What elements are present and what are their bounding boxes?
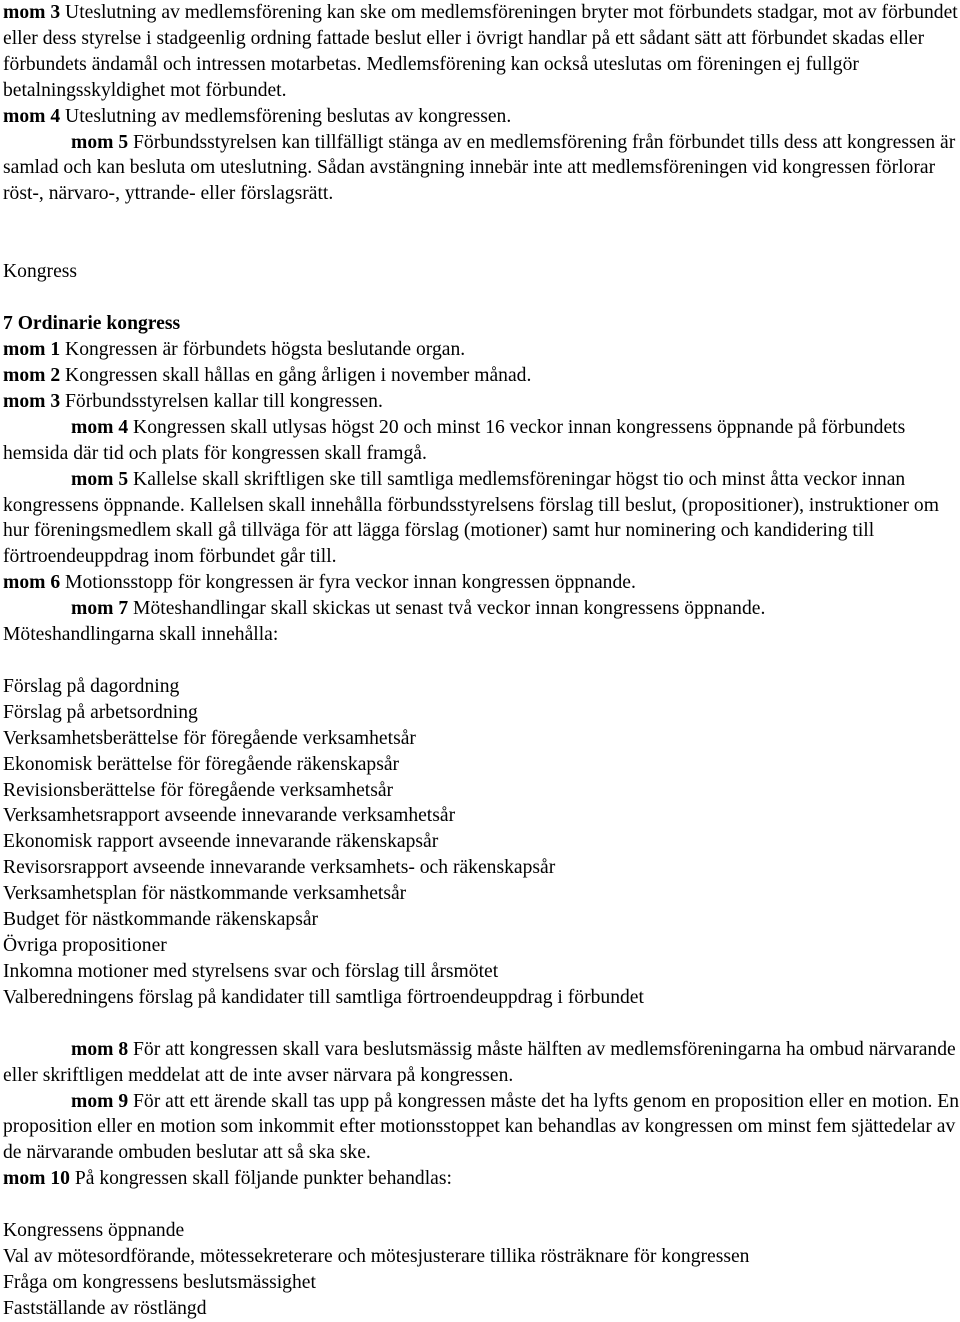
mom-label: mom 10 [3,1168,70,1190]
list-item: Verksamhetsberättelse för föregående verksamhetsår [3,727,416,749]
list-item: Revisorsrapport avseende innevarande verksamhets- och räkenskapsår [3,857,556,879]
mom-1-congress [3,337,960,363]
mom-10-agenda [3,1166,960,1192]
mom-6-congress [3,570,960,596]
mom-text: Motionsstopp för kongressen är fyra veckor innan kongressen öppnande. [60,572,636,594]
list-item: Verksamhetsrapport avseende innevarande verksamhetsår [3,805,456,827]
mom-label: mom 3 [3,390,61,412]
mom-3-exclusion [3,0,960,104]
list-item: Övriga propositioner [3,935,167,956]
mom-label: mom 6 [3,572,61,594]
list-item: Valberedningens förslag på kandidater till samtliga förtroendeuppdrag i förbundet [3,986,644,1008]
spacer [3,648,960,674]
mom-text: För att ett ärende skall tas upp på kongressen måste det ha lyfts genom en proposition eller en motion. En proposition eller en motion som inkommit efter motionsstoppet kan behandlas av kongressen om minst fem sjättedelar av de närvarande ombuden beslutar att så ska ske. [3,1090,960,1164]
mom-4-congress [3,415,960,467]
mom-3-congress [3,389,960,415]
mom-5-suspension [3,130,960,208]
mom-text: Kongressen skall hållas en gång årligen i november månad. [60,364,532,386]
list-item: Verksamhetsplan för nästkommande verksamhetsår [3,883,407,905]
list-item: Val av mötesordförande, mötessekreterare och mötesjusterare tillika rösträknare för kongressen [3,1246,750,1268]
documents-list [3,674,960,1011]
mom-text: Möteshandlingar skall skickas ut senast två veckor innan kongressens öppnande. [128,598,766,620]
spacer [3,1011,960,1037]
mom-text: Kongressen är förbundets högsta beslutande organ. [60,339,466,361]
mom-text: Uteslutning av medlemsförening kan ske om medlemsföreningen bryter mot förbundets stadgar, mot av förbundet eller dess styrelse i stadgeenlig ordning fattade beslut eller i övrigt handlar på ett sådant sätt att förbundet skadas eller förbundets ändamål och intressen motarbetas. Medlemsförening kan också uteslutas om föreningen ej fullgör betalningsskyldighet mot förbundet. [3,2,958,101]
list-item: Förslag på arbetsordning [3,701,198,723]
mom-text: Förbundsstyrelsen kallar till kongressen. [60,390,383,412]
list-item: Kongressens öppnande [3,1220,185,1242]
list-item: Budget för nästkommande räkenskapsår [3,909,319,931]
agenda-list [3,1218,960,1322]
mom-text: På kongressen skall följande punkter behandlas: [69,1168,452,1190]
list-item: Förslag på dagordning [3,675,180,697]
mom-7-congress [3,596,960,622]
mom-label: mom 9 [71,1090,129,1112]
mom-label: mom 3 [3,2,61,23]
list-item: Ekonomisk rapport avseende innevarande räkenskapsår [3,831,439,853]
mom-text: Kongressen skall utlysas högst 20 och minst 16 veckor innan kongressens öppnande på förbundets hemsida där tid och plats för kongressen skall framgå. [3,416,906,464]
spacer [3,285,960,311]
spacer [3,1192,960,1218]
mom-label: mom 8 [71,1038,129,1060]
list-item: Inkomna motioner med styrelsens svar och förslag till årsmötet [3,960,499,982]
mom-label: mom 4 [71,416,129,438]
mom-text: Kallelse skall skriftligen ske till samtliga medlemsföreningar högst tio och minst åtta veckor innan kongressens öppnande. Kallelsen skall innehålla förbundsstyrelsens förslag till beslut, (propositioner), instruktioner om hur föreningsmedlem skall gå tillväga för att lägga förslag (motioner) samt hur nominering och kandidering till förtroendeuppdrag inom förbundet går till. [3,468,939,568]
mom-text: Uteslutning av medlemsförening beslutas av kongressen. [60,105,512,127]
mom-4-exclusion [3,104,960,130]
section-heading: Kongress [3,261,78,283]
list-item: Fråga om kongressens beslutsmässighet [3,1271,316,1293]
documents-intro: Möteshandlingarna skall innehålla: [3,624,279,646]
mom-label: mom 4 [3,105,61,127]
mom-5-congress [3,467,960,571]
mom-text: För att kongressen skall vara beslutsmässig måste hälften av medlemsföreningarna ha ombud närvarande eller skriftligen meddelat att de inte avser närvara på kongressen. [3,1038,956,1086]
spacer [3,207,960,259]
mom-2-congress [3,363,960,389]
document-page [3,0,960,1322]
list-item: Fastställande av röstlängd [3,1297,207,1319]
mom-9-matters [3,1089,960,1167]
mom-label: mom 2 [3,364,61,386]
mom-label: mom 5 [71,131,129,153]
mom-label: mom 1 [3,339,61,361]
mom-label: mom 7 [71,598,129,620]
mom-label: mom 5 [71,468,129,490]
paragraph-heading: 7 Ordinarie kongress [3,313,181,335]
list-item: Revisionsberättelse för föregående verksamhetsår [3,779,394,801]
mom-8-quorum [3,1037,960,1089]
mom-text: Förbundsstyrelsen kan tillfälligt stänga av en medlemsförening från förbundet tills dess att kongressen är samlad och kan besluta om uteslutning. Sådan avstängning innebär inte att medlemsföreningen vid kongressen förlorar röst-, närvaro-, yttrande- eller förslagsrätt. [3,131,956,205]
list-item: Ekonomisk berättelse för föregående räkenskapsår [3,753,400,775]
